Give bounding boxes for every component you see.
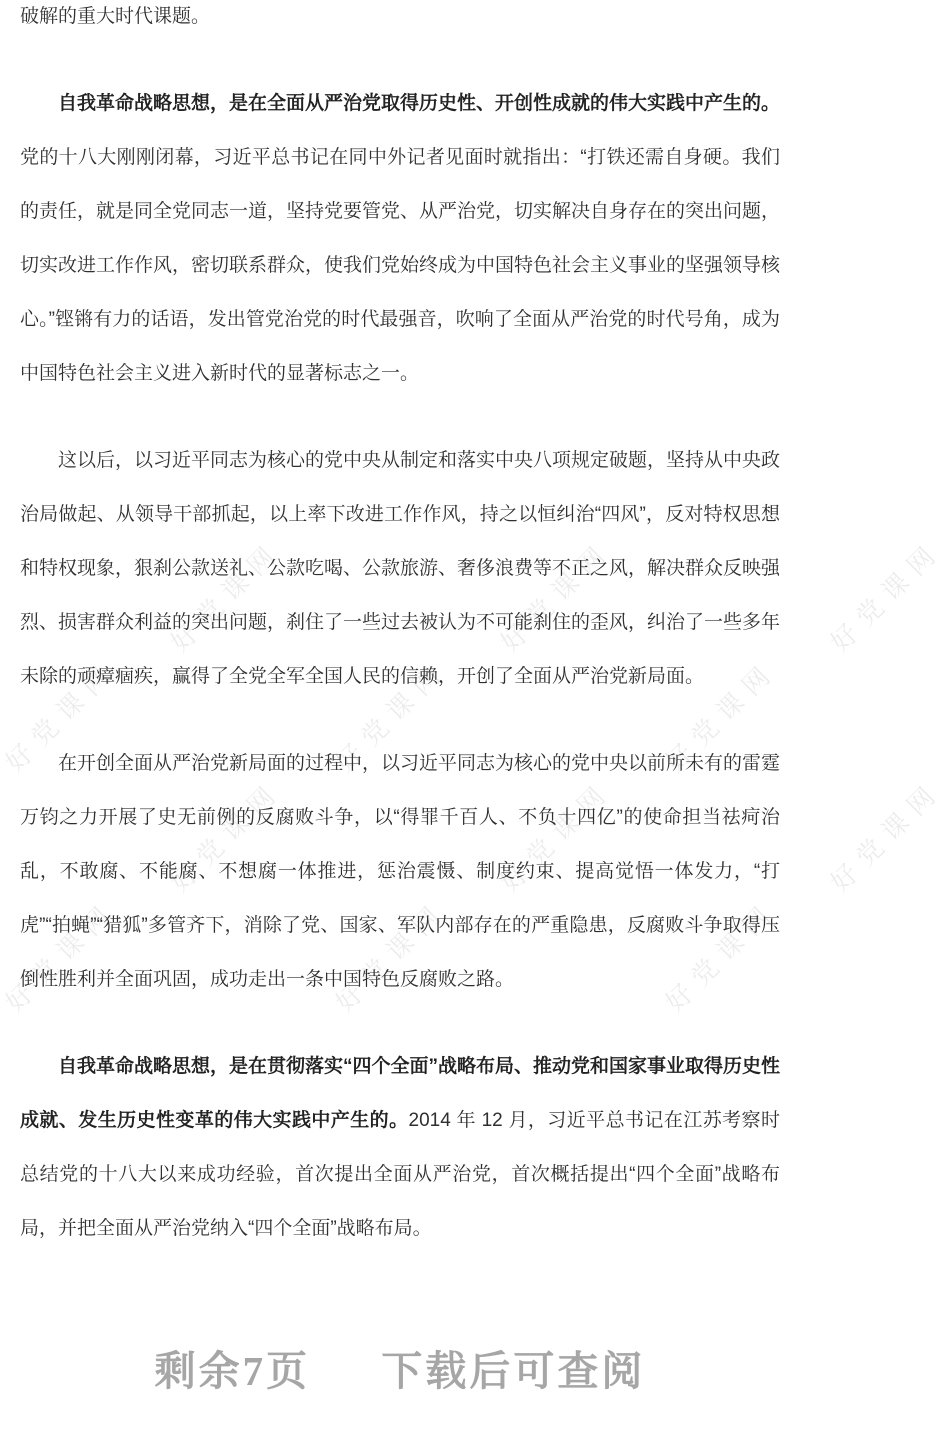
paragraph-anti-corruption-struggle bbox=[20, 737, 780, 1007]
bold-lead-sentence: 自我革命战略思想，是在贯彻落实“四个全面”战略布局、推动党和国家事业取得历史性成就、发生历史性变革的伟大实践中产生的。 bbox=[20, 1056, 781, 1131]
bold-lead-sentence: 自我革命战略思想，是在全面从严治党取得历史性、开创性成就的伟大实践中产生的。 bbox=[58, 93, 781, 114]
watermark-text: 好党课网 bbox=[164, 774, 288, 898]
watermark-text: 好党课网 bbox=[494, 774, 618, 898]
body-text-segment: 这以后，以习近平同志为核心的党中央从制定和落实中央八项规定破题，坚持从中央政治局做起、从领导干部抓起，以上率下改进工作作风，持之以恒纠治“四风”，反对特权思想和特权现象，狠刹公款送礼、公款吃喝、公款旅游、奢侈浪费等不正之风，解决群众反映强烈、损害群众利益的突出问题，刹住了一些过去被认为不可能刹住的歪风，纠治了一些多年未除的顽瘴痼疾，赢得了全党全军全国人民的信赖，开创了全面从严治党新局面。 bbox=[20, 450, 781, 687]
watermark-text: 好党课网 bbox=[329, 894, 453, 1018]
body-text-segment: 在开创全面从严治党新局面的过程中，以习近平同志为核心的党中央以前所未有的雷霆万钧之力开展了史无前例的反腐败斗争，以“得罪千百人、不负十四亿”的使命担当祛疴治乱，不敢腐、不能腐、不想腐一体推进，惩治震慑、制度约束、提高觉悟一体发力，“打虎”“拍蝇”“猎狐”多管齐下，消除了党、国家、军队内部存在的严重隐患，反腐败斗争取得压倒性胜利并全面巩固，成功走出一条中国特色反腐败之路。 bbox=[20, 753, 781, 990]
watermark-text: 好党课网 bbox=[659, 654, 783, 778]
watermark-text: 好党课网 bbox=[164, 534, 288, 658]
body-text-segment: 破解的重大时代课题。 bbox=[20, 6, 211, 27]
watermark-text: 好党课网 bbox=[824, 774, 948, 898]
pages-remaining-notice bbox=[0, 1338, 800, 1397]
watermark-text: 好党课网 bbox=[659, 894, 783, 1018]
remaining-pages-text: 剩余7页 bbox=[154, 1348, 311, 1394]
document-content bbox=[20, 0, 780, 1256]
paragraph-four-comprehensives-strategy bbox=[20, 1040, 780, 1256]
watermark-text: 好党课网 bbox=[0, 894, 123, 1018]
paragraph-eight-point-regulations bbox=[20, 434, 780, 704]
watermark-text: 好党课网 bbox=[0, 654, 123, 778]
watermark-text: 好党课网 bbox=[329, 654, 453, 778]
paragraph-origin-comprehensive-party-governance bbox=[20, 77, 780, 401]
watermark-text: 好党课网 bbox=[494, 534, 618, 658]
download-hint-text: 下载后可查阅 bbox=[381, 1348, 646, 1394]
paragraph-continuation-from-previous-page bbox=[20, 0, 780, 44]
body-text-segment: 2014 年 12 月，习近平总书记在江苏考察时总结党的十八大以来成功经验，首次提出全面从严治党，首次概括提出“四个全面”战略布局，并把全面从严治党纳入“四个全面”战略布局。 bbox=[20, 1110, 780, 1239]
body-text-segment: 党的十八大刚刚闭幕，习近平总书记在同中外记者见面时就指出：“打铁还需自身硬。我们的责任，就是同全党同志一道，坚持党要管党、从严治党，切实解决自身存在的突出问题，切实改进工作作风，密切联系群众，使我们党始终成为中国特色社会主义事业的坚强领导核心。”铿锵有力的话语，发出管党治党的时代最强音，吹响了全面从严治党的时代号角，成为中国特色社会主义进入新时代的显著标志之一。 bbox=[20, 147, 781, 384]
watermark-text: 好党课网 bbox=[824, 534, 948, 658]
